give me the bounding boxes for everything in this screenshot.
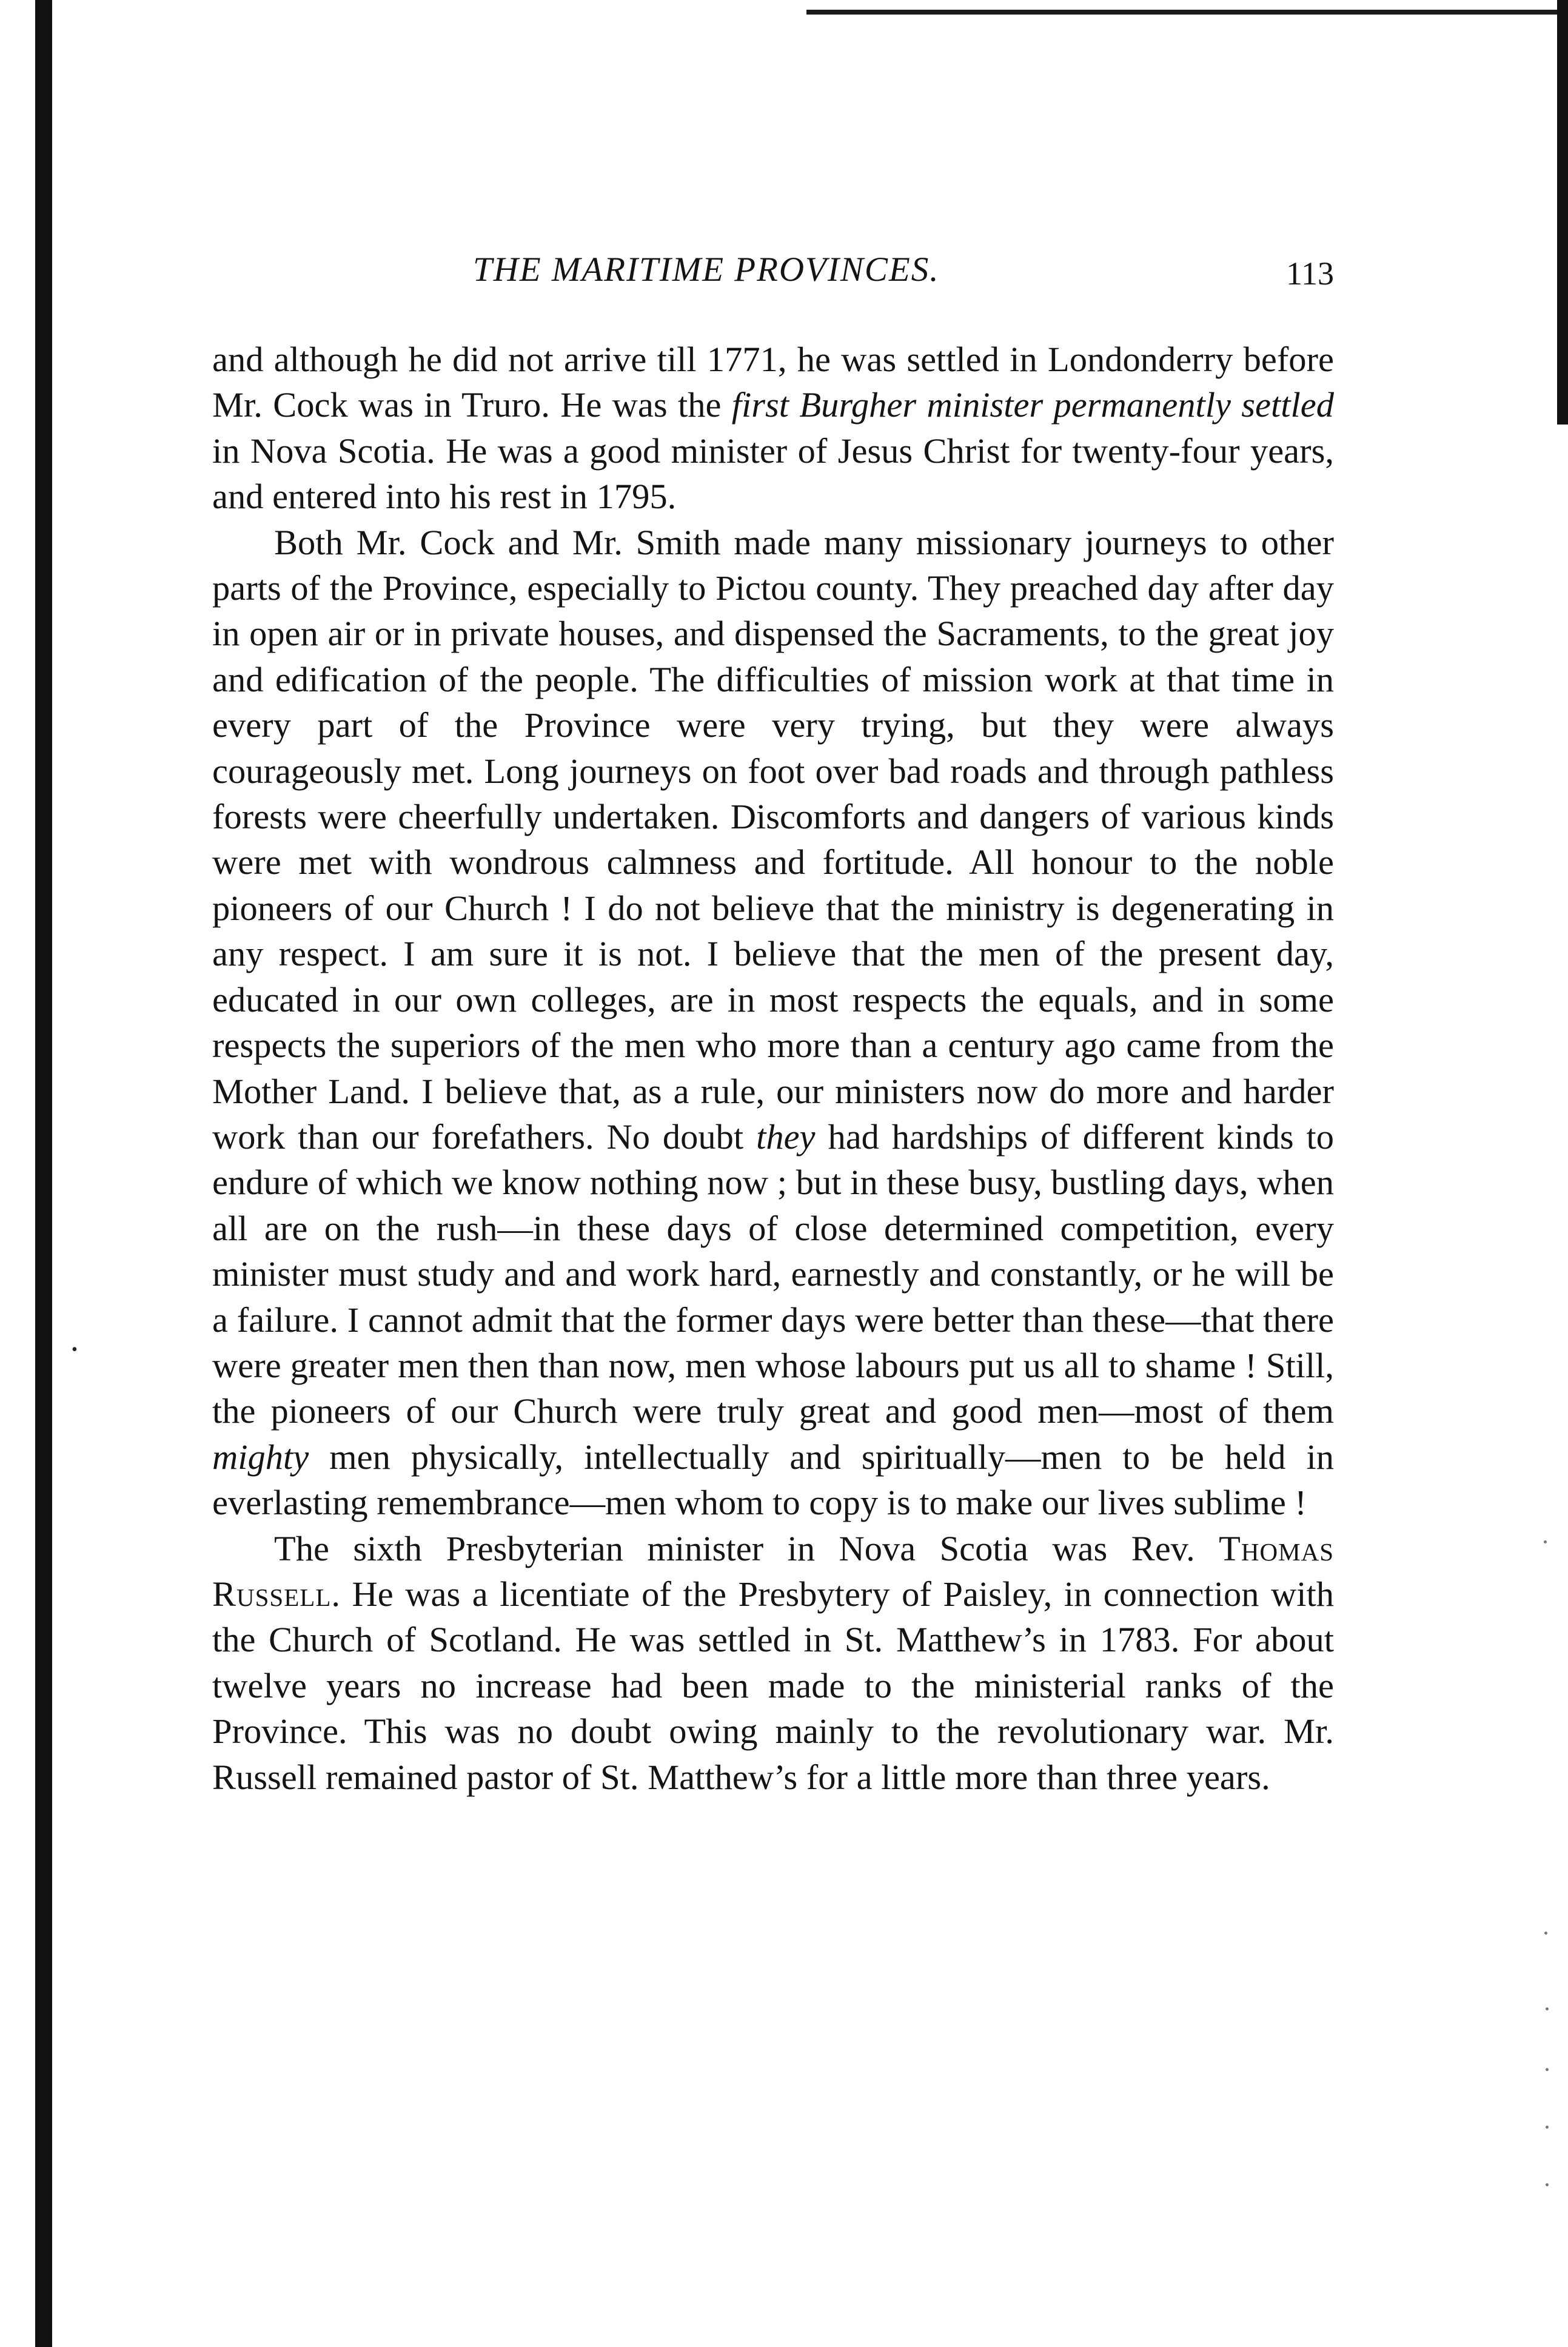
text-segment: Thomas Russell [212, 1528, 1334, 1614]
text-segment: had hardships of different kinds to endure of which we know nothing now ; but in these busy, bustling days, when all are on the rush—in these days of close determined competition, every minister must study and and work hard, earnestly and constantly, or he will be a failure. I cannot admit that the former days were better than these—that there were greater men then than now, men whose labours put us all to shame ! Still, the pioneers of our Church were truly great and good men—most of them [212, 1116, 1334, 1431]
text-segment: first Burgher minister permanently settled [731, 385, 1334, 425]
text-segment: Both Mr. Cock and Mr. Smith made many missionary journeys to other parts of the Province, especially to Pictou county. They preached day after day in open air or in private houses, and dispensed the Sacraments, to the great joy and edification of the people. The difficulties of mission work at that time in every part of the Province were very trying, but they were always courageously met. Long journeys on foot over bad roads and through pathless forests were cheerfully undertaken. Discomforts and dangers of various kinds were met with wondrous calmness and fortitude. All honour to the noble pioneers of our Church ! I do not believe that the ministry is degenerating in any respect. I am sure it is not. I believe that the men of the present day, educated in our own colleges, are in most respects the equals, and in some respects the superiors of the men who more than a century ago came from the Mother Land. I believe that, as a rule, our ministers now do more and harder work than our forefathers. No doubt [212, 522, 1334, 1157]
right-edge-line [1557, 0, 1568, 425]
scan-speck [1546, 2183, 1549, 2186]
left-binding-edge [35, 0, 52, 2347]
scan-speck [1544, 1932, 1547, 1935]
scan-speck [1546, 2126, 1549, 2129]
running-title: THE MARITIME PROVINCES. [473, 250, 940, 289]
margin-mark: • [72, 1340, 78, 1359]
paragraph [212, 520, 1334, 1526]
scan-speck [1546, 2007, 1549, 2010]
body-text [212, 337, 1334, 1800]
paragraph [212, 337, 1334, 520]
text-segment: . He was a licentiate of the Presbytery of Paisley, in connection with the Church of Scotland. He was settled in St. Matthew’s in 1783. For about twelve years no increase had been made to the ministerial ranks of the Province. This was no doubt owing mainly to the revolutionary war. Mr. Russell remained pastor of St. Matthew’s for a little more than three years. [212, 1574, 1334, 1797]
top-rule [806, 10, 1568, 15]
page-number: 113 [1286, 255, 1334, 292]
text-segment: and although he did not arrive till 1771, he was settled in Londonderry before Mr. Cock was in Truro. He was the [212, 340, 1334, 425]
text-segment: men physically, intellectually and spiritually—men to be held in everlasting remembrance—men whom to copy is to make our lives sublime ! [212, 1437, 1334, 1523]
text-segment: they [756, 1116, 816, 1157]
scan-speck [1544, 1540, 1547, 1543]
paragraph [212, 1526, 1334, 1800]
text-segment: mighty [212, 1437, 309, 1477]
text-segment: in Nova Scotia. He was a good minister of Jesus Christ for twenty-four years, and entered into his rest in 1795. [212, 431, 1334, 517]
running-header [212, 250, 1334, 304]
scan-speck [1546, 2068, 1549, 2071]
text-segment: The sixth Presbyterian minister in Nova Scotia was Rev. [274, 1528, 1219, 1568]
